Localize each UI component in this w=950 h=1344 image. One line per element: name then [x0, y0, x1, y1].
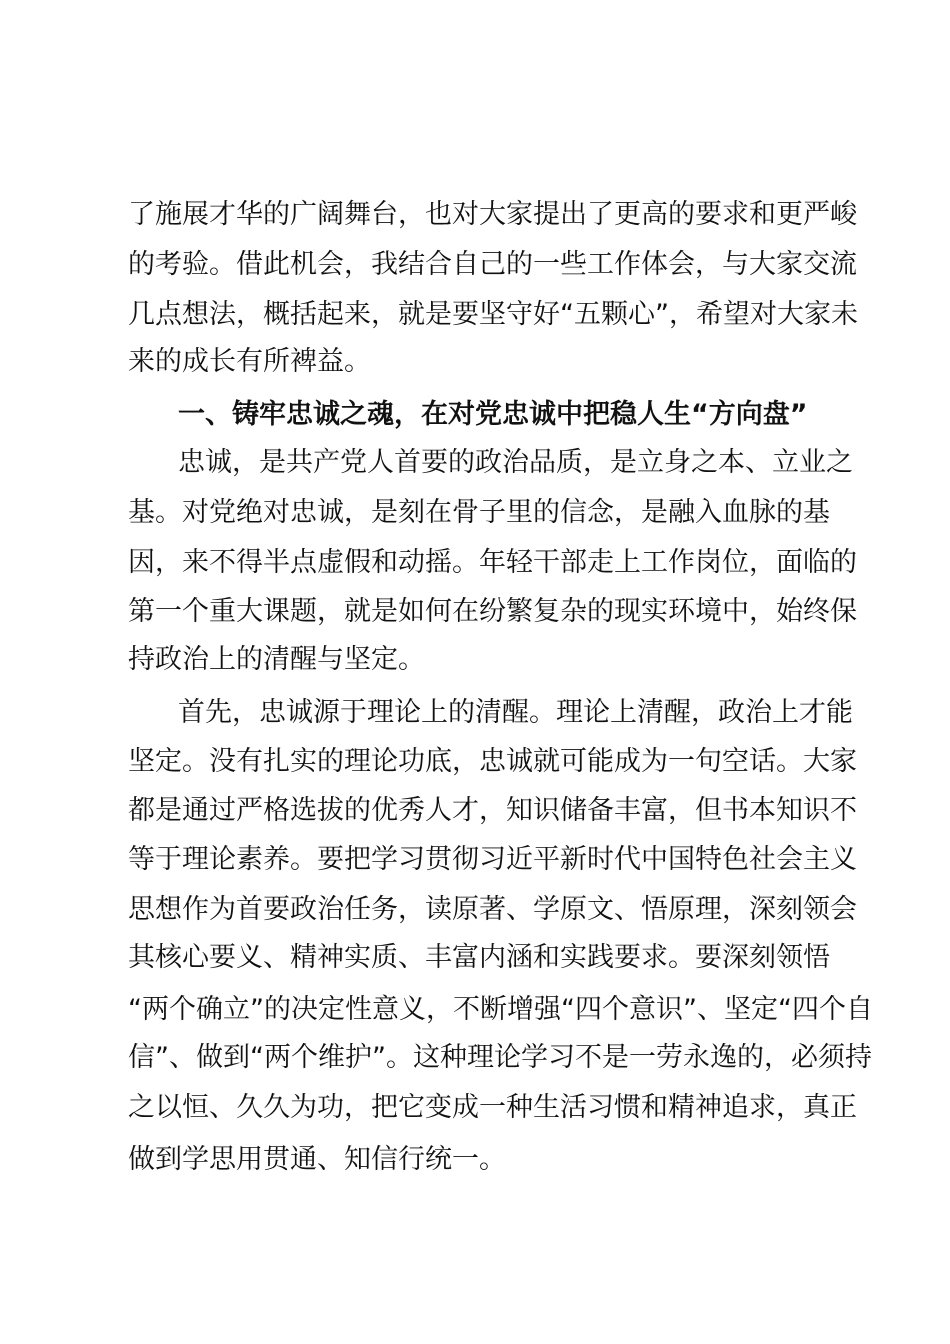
- text-line: 信”、做到“两个维护”。这种理论学习不是一劳永逸的，必须持: [128, 1042, 872, 1073]
- text-line: 持政治上的清醒与坚定。: [128, 644, 425, 675]
- text-line: 第一个重大课题，就是如何在纷繁复杂的现实环境中，始终保: [128, 596, 857, 627]
- text-line: 之以恒、久久为功，把它变成一种生活习惯和精神追求，真正: [128, 1092, 857, 1123]
- section-heading: 一、铸牢忠诚之魂，在对党忠诚中把稳人生“方向盘”: [178, 399, 808, 430]
- text-line: 都是通过严格选拔的优秀人才，知识储备丰富，但书本知识不: [128, 795, 857, 826]
- text-line: 做到学思用贯通、知信行统一。: [128, 1144, 506, 1175]
- text-line: 了施展才华的广阔舞台，也对大家提出了更高的要求和更严峻: [128, 199, 857, 230]
- text-line: 来的成长有所裨益。: [128, 346, 371, 377]
- text-line: “两个确立”的决定性意义，不断增强“四个意识”、坚定“四个自: [128, 994, 873, 1025]
- text-line: 基。对党绝对忠诚，是刻在骨子里的信念，是融入血脉的基: [128, 497, 830, 528]
- text-line: 其核心要义、精神实质、丰富内涵和实践要求。要深刻领悟: [128, 942, 830, 973]
- text-line: 因，来不得半点虚假和动摇。年轻干部走上工作岗位，面临的: [128, 547, 857, 578]
- text-line: 坚定。没有扎实的理论功底，忠诚就可能成为一句空话。大家: [128, 746, 857, 777]
- text-line: 的考验。借此机会，我结合自己的一些工作体会，与大家交流: [128, 249, 857, 280]
- text-line: 几点想法，概括起来，就是要坚守好“五颗心”，希望对大家未: [128, 299, 858, 330]
- text-line: 首先，忠诚源于理论上的清醒。理论上清醒，政治上才能: [178, 697, 853, 728]
- text-line: 思想作为首要政治任务，读原著、学原文、悟原理，深刻领会: [128, 894, 857, 925]
- text-line: 忠诚，是共产党人首要的政治品质，是立身之本、立业之: [178, 447, 853, 478]
- text-line: 等于理论素养。要把学习贯彻习近平新时代中国特色社会主义: [128, 844, 857, 875]
